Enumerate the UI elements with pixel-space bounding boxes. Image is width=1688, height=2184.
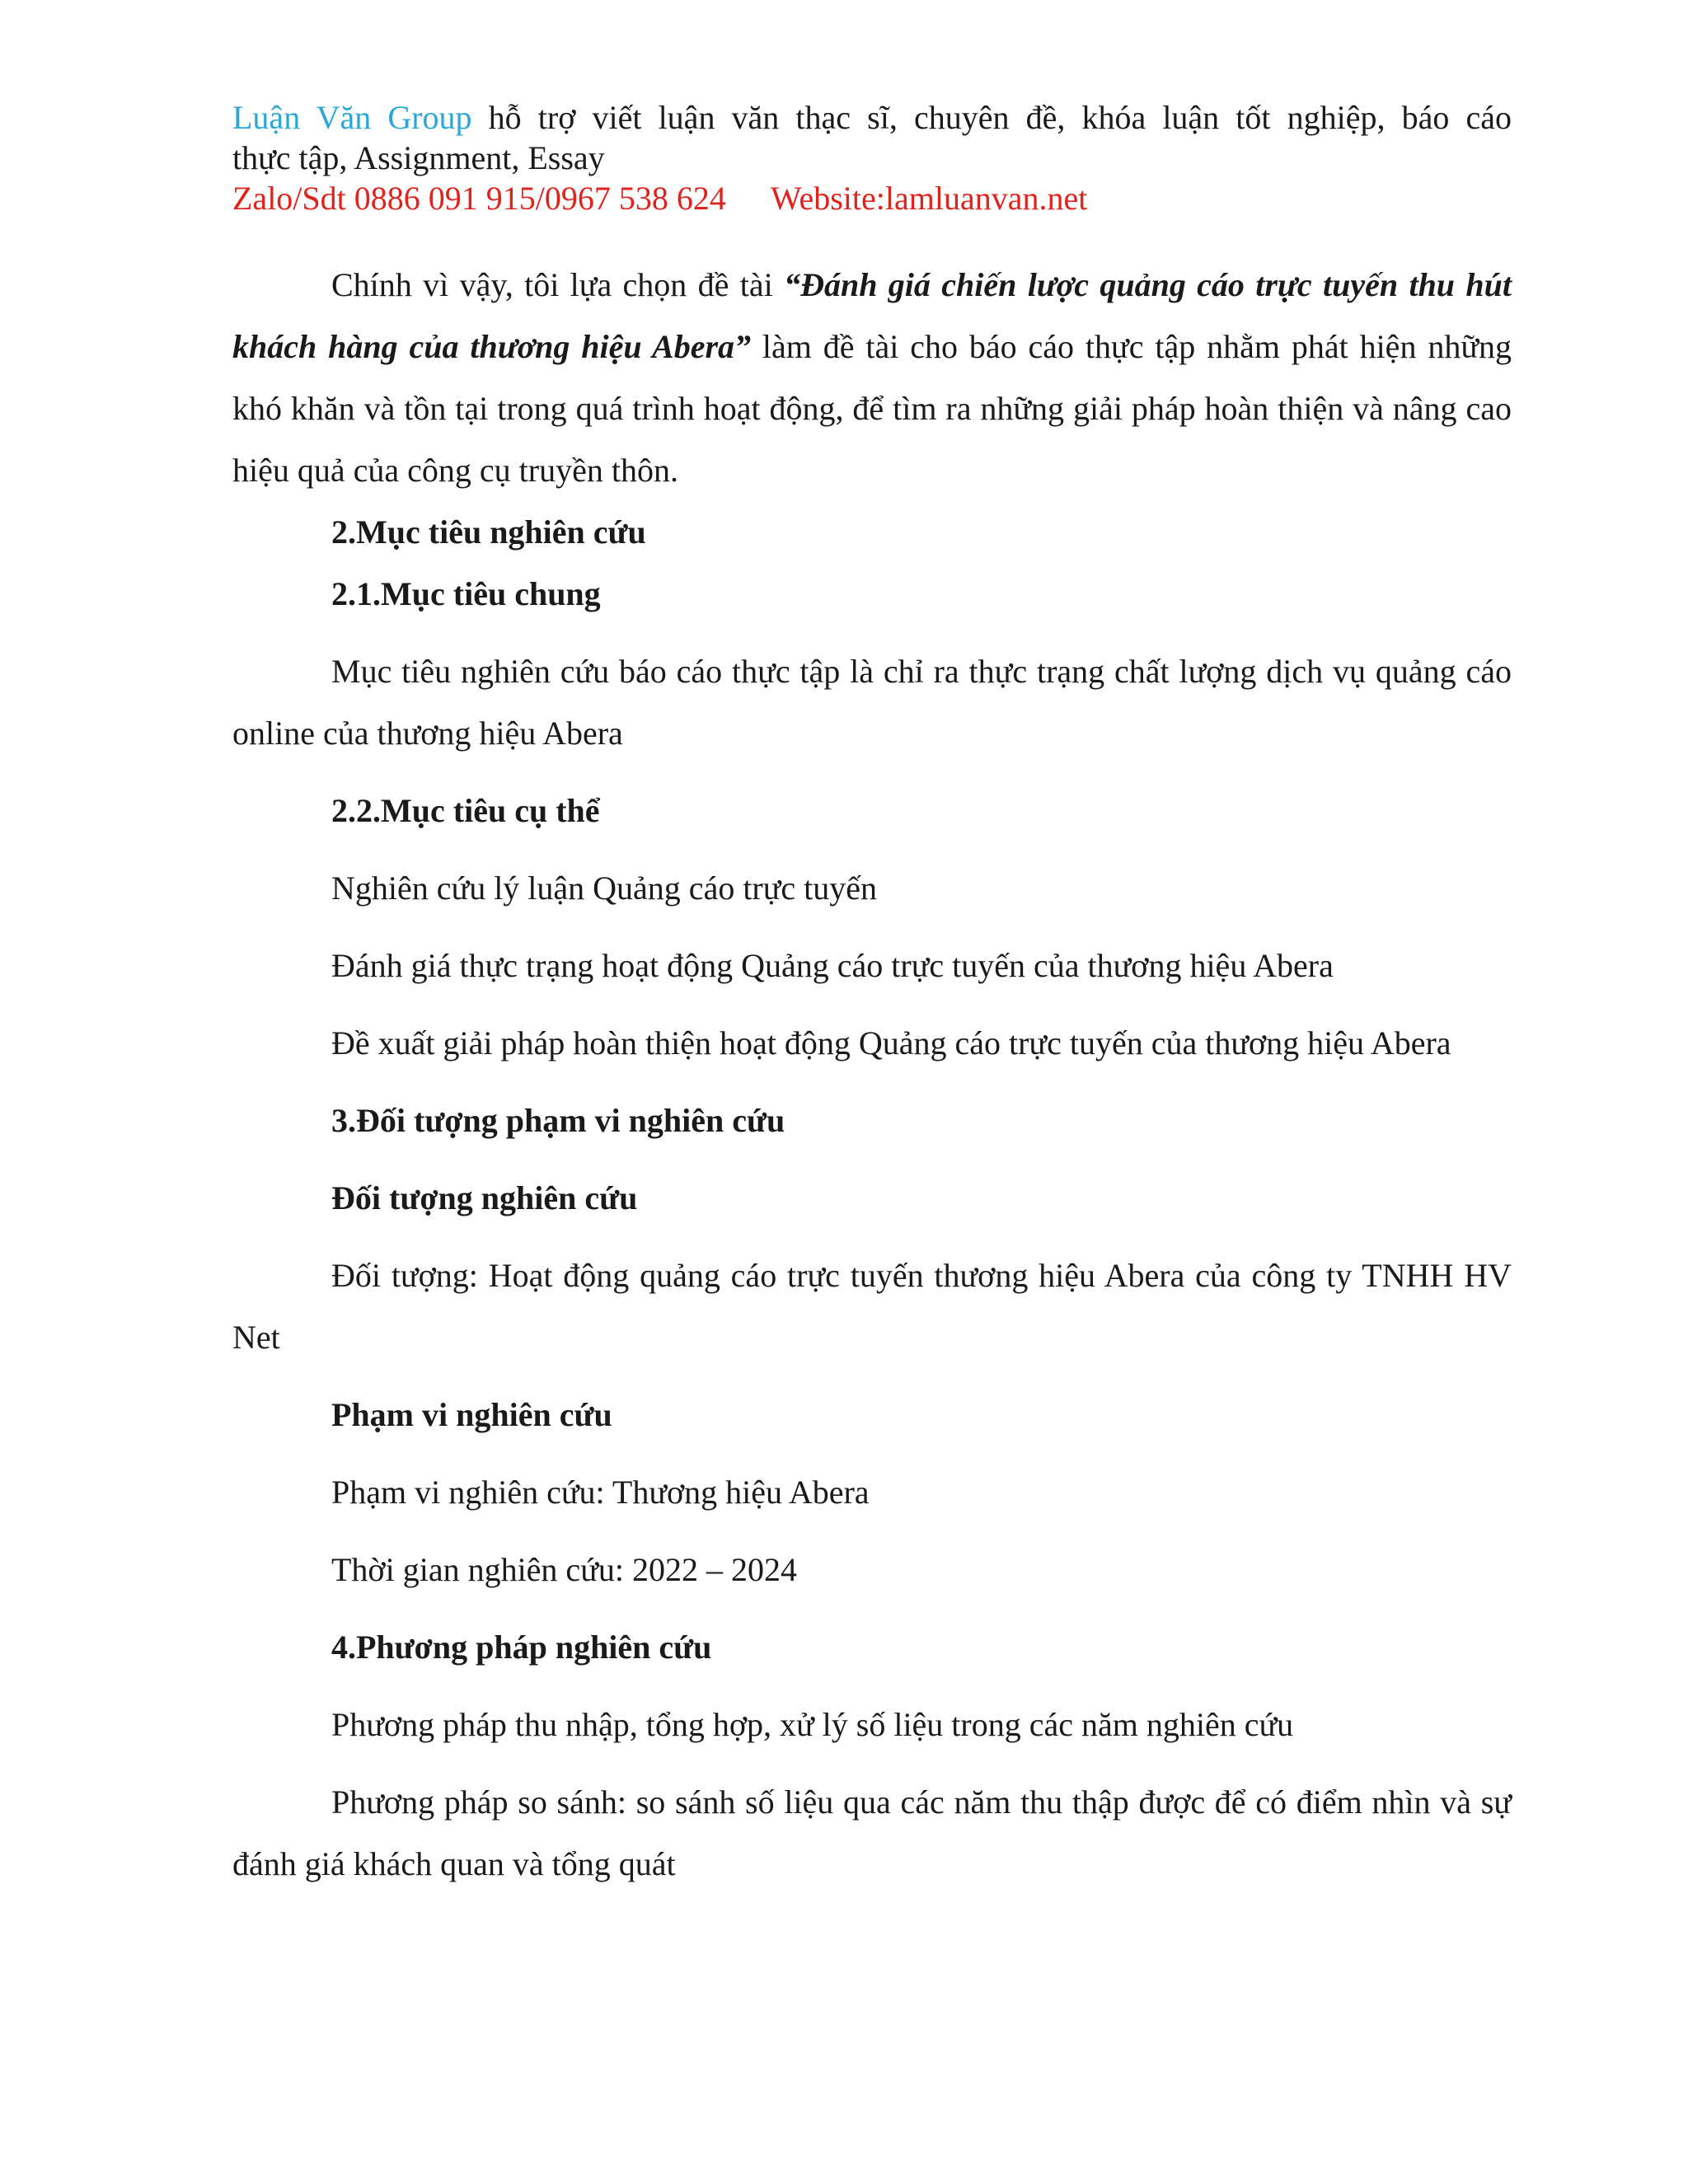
paragraph-objective-3: Đề xuất giải pháp hoàn thiện hoạt động Quảng cáo trực tuyến của thương hiệu Abera bbox=[331, 1024, 1451, 1062]
intro-text: Chính vì vậy, tôi lựa chọn đề tài bbox=[331, 266, 785, 303]
paragraph-object: Đối tượng: Hoạt động quảng cáo trực tuyến thương hiệu Abera của công ty TNHH HV Net bbox=[232, 1257, 1512, 1356]
header-line-1 bbox=[232, 97, 1512, 138]
paragraph-objective-2: Đánh giá thực trạng hoạt động Quảng cáo trực tuyến của thương hiệu Abera bbox=[331, 947, 1334, 984]
paragraph-general-objective: Mục tiêu nghiên cứu báo cáo thực tập là chỉ ra thực trạng chất lượng dịch vụ quảng cáo online của thương hiệu Abera bbox=[232, 653, 1512, 752]
brand-name: Luận Văn Group bbox=[232, 99, 472, 136]
heading-3-object: Đối tượng nghiên cứu bbox=[331, 1179, 638, 1216]
heading-3: 3.Đối tượng phạm vi nghiên cứu bbox=[331, 1102, 785, 1139]
contact-phone: Zalo/Sdt 0886 091 915/0967 538 624 bbox=[232, 180, 726, 217]
heading-2: 2.Mục tiêu nghiên cứu bbox=[331, 513, 646, 551]
heading-2-2: 2.2.Mục tiêu cụ thể bbox=[331, 792, 600, 829]
heading-2-1: 2.1.Mục tiêu chung bbox=[331, 575, 601, 612]
paragraph-method-1: Phương pháp thu nhập, tổng hợp, xử lý số liệu trong các năm nghiên cứu bbox=[331, 1706, 1294, 1743]
header-contact bbox=[232, 178, 1512, 218]
topic-title: “Đánh giá chiến lược quảng cáo trực tuyến thu hút khách hàng của thương hiệu Abera” bbox=[232, 266, 1512, 365]
header-tagline: hỗ trợ viết luận văn thạc sĩ, chuyên đề, khóa luận tốt nghiệp, báo cáo bbox=[471, 99, 1512, 136]
intro-text-cont: làm đề tài cho báo cáo thực tập nhằm phát hiện những khó khăn và tồn tại trong quá trình hoạt động, để tìm ra những giải pháp hoàn thiện và nâng cao hiệu quả của công cụ truyền thôn. bbox=[232, 328, 1512, 489]
page-header bbox=[232, 97, 1512, 218]
intro-paragraph bbox=[232, 254, 1512, 501]
document-body bbox=[232, 254, 1512, 1895]
paragraph-time: Thời gian nghiên cứu: 2022 – 2024 bbox=[331, 1551, 797, 1588]
heading-4: 4.Phương pháp nghiên cứu bbox=[331, 1629, 712, 1666]
paragraph-method-2: Phương pháp so sánh: so sánh số liệu qua các năm thu thập được để có điểm nhìn và sự đánh giá khách quan và tổng quát bbox=[232, 1783, 1512, 1882]
contact-website: Website:lamluanvan.net bbox=[770, 180, 1088, 217]
header-line-2: thực tập, Assignment, Essay bbox=[232, 139, 605, 176]
heading-3-scope: Phạm vi nghiên cứu bbox=[331, 1396, 612, 1433]
paragraph-objective-1: Nghiên cứu lý luận Quảng cáo trực tuyến bbox=[331, 869, 878, 907]
paragraph-scope: Phạm vi nghiên cứu: Thương hiệu Abera bbox=[331, 1474, 870, 1511]
